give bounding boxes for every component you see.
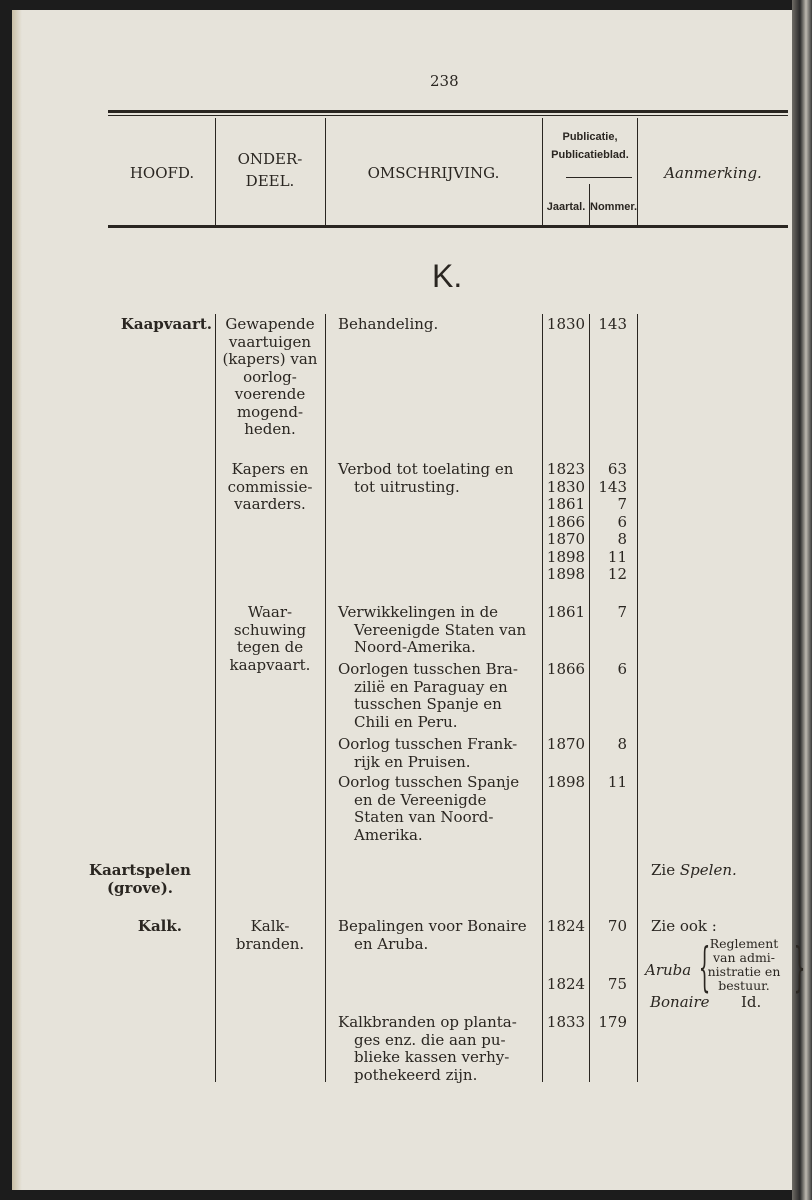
- header-jaartal: Jaartal.: [546, 201, 586, 213]
- omschrijving-line: Chili en Peru.: [354, 712, 458, 731]
- header-onderdeel-line-1: ONDER-: [237, 150, 303, 168]
- nummer-value: 8: [617, 530, 627, 548]
- header-omschrijving: OMSCHRIJVING.: [367, 164, 500, 182]
- onderdeel-line: mogend-: [236, 402, 304, 421]
- onderdeel-waarschuwing: [216, 604, 324, 674]
- reglement-line: van admi-: [712, 950, 776, 965]
- aanmerking-id: Id.: [741, 993, 762, 1011]
- onderdeel-kalkbranden: [216, 918, 324, 953]
- nummer-value: 11: [607, 547, 627, 566]
- nummer-behandeling: 143: [598, 315, 627, 333]
- jaartal-verwikkelingen: 1861: [546, 603, 586, 621]
- jaartal-value: 1823: [546, 460, 586, 478]
- jaartal-value: 1898: [546, 547, 586, 566]
- omschrijving-line: pothekeerd zijn.: [354, 1065, 478, 1084]
- body-divider-2: [325, 314, 326, 1082]
- omschrijving-verwikkelingen: [338, 604, 534, 657]
- body-divider-3: [542, 314, 543, 1082]
- omschrijving-line: Oorlog tusschen Frank-: [338, 735, 518, 753]
- jaartal-oorlog-spanje: 1898: [546, 773, 586, 791]
- omschrijving-line: Verbod tot toelating en: [338, 460, 514, 478]
- jaartal-oorlog-frankrijk: 1870: [546, 735, 586, 753]
- onderdeel-line: Kalk-: [250, 917, 290, 935]
- aanmerking-zie-ook: Zie ook :: [651, 917, 717, 935]
- nummer-oorlog-spanje: 11: [607, 773, 627, 791]
- onderdeel-line: schuwing: [233, 620, 307, 639]
- jaartal-value: 1898: [546, 565, 586, 583]
- jaartal-value: 1861: [546, 495, 586, 513]
- omschrijving-line: tusschen Spanje en: [354, 695, 502, 713]
- omschrijving-line: Noord-Amerika.: [354, 638, 476, 656]
- nummer-value: 12: [607, 565, 627, 583]
- omschrijving-line: rijk en Pruisen.: [354, 752, 471, 771]
- left-brace-icon: {: [698, 938, 711, 998]
- nummer-value: 63: [607, 460, 627, 478]
- omschrijving-line: tot uitrusting.: [354, 477, 460, 496]
- onderdeel-line: voerende: [234, 385, 306, 403]
- jaartal-bepalingen-1: 1824: [546, 917, 586, 935]
- omschrijving-line: Bepalingen voor Bonaire: [338, 917, 527, 935]
- onderdeel-line: Waar-: [247, 603, 293, 621]
- onderdeel-gewapende: [216, 316, 324, 439]
- header-nommer: Nommer.: [590, 201, 638, 213]
- hoofd-kaartspelen: [80, 862, 200, 897]
- header-top-rule-thin: [108, 115, 788, 116]
- omschrijving-behandeling: Behandeling.: [338, 315, 439, 333]
- header-onderdeel: [216, 148, 324, 192]
- nummer-value: 143: [598, 477, 627, 496]
- onderdeel-line: Kapers en: [231, 460, 309, 478]
- nummer-kalkbranden: 179: [598, 1013, 627, 1031]
- omschrijving-line: Verwikkelingen in de: [338, 603, 499, 621]
- page-spine-shadow: [12, 10, 22, 1190]
- onderdeel-kapers: [216, 461, 324, 514]
- onderdeel-line: kaapvaart.: [229, 655, 311, 674]
- jaartal-value: 1866: [546, 512, 586, 531]
- reglement-line: bestuur.: [718, 978, 770, 993]
- header-publicatie-line-2: Publicatieblad.: [551, 149, 629, 161]
- body-divider-4: [589, 314, 590, 1082]
- hoofd-kalk: Kalk.: [137, 917, 182, 935]
- header-top-rule: [108, 110, 788, 113]
- omschrijving-line: en de Vereenigde: [354, 790, 487, 809]
- header-onderdeel-line-2: DEEL.: [245, 172, 295, 190]
- right-brace-icon: }: [793, 938, 806, 998]
- onderdeel-line: Gewapende: [225, 315, 315, 333]
- nummer-verwikkelingen: 7: [617, 603, 627, 621]
- omschrijving-line: ges enz. die aan pu-: [354, 1030, 506, 1049]
- omschrijving-kalkbranden-plantages: [338, 1014, 534, 1084]
- aanmerking-prefix: Zie: [651, 861, 676, 879]
- nummers-verbod: [590, 461, 627, 584]
- omschrijving-line: Vereenigde Staten van: [354, 620, 527, 639]
- onderdeel-line: vaarders.: [234, 495, 306, 513]
- jaartallen-verbod: [543, 461, 589, 584]
- reglement-line: nistratie en: [707, 964, 781, 979]
- nummer-value: 6: [617, 512, 627, 531]
- omschrijving-line: Staten van Noord-: [354, 808, 494, 826]
- header-aanmerking: Aanmerking.: [664, 164, 762, 182]
- omschrijving-line: en Aruba.: [354, 934, 429, 953]
- hoofd-kaapvaart: Kaapvaart.: [120, 315, 212, 333]
- omschrijving-oorlog-spanje: [338, 774, 534, 844]
- aanmerking-kaartspelen: [651, 862, 786, 880]
- onderdeel-line: heden.: [244, 420, 296, 438]
- onderdeel-line: commissie-: [227, 477, 313, 496]
- hoofd-line: Kaartspelen: [89, 861, 191, 879]
- publicatie-rule: [566, 177, 632, 178]
- hoofd-line: (grove).: [106, 878, 174, 897]
- jaartal-kalkbranden: 1833: [546, 1013, 586, 1031]
- reglement-line: Reglement: [709, 936, 779, 951]
- omschrijving-line: Oorlog tusschen Spanje: [338, 773, 520, 791]
- aanmerking-aruba: Aruba: [645, 961, 692, 979]
- jaartal-value: 1830: [546, 477, 586, 496]
- omschrijving-line: Oorlogen tusschen Bra-: [338, 660, 518, 678]
- onderdeel-line: branden.: [235, 934, 305, 953]
- next-page-edge: [792, 0, 812, 1200]
- nummer-oorlog-frankrijk: 8: [617, 735, 627, 753]
- onderdeel-line: (kapers) van: [222, 350, 318, 368]
- aanmerking-reglement: [704, 937, 784, 993]
- omschrijving-verbod: [338, 461, 534, 496]
- nummer-value: 7: [617, 495, 627, 513]
- jaartal-oorlogen-brazilie: 1866: [546, 660, 586, 678]
- omschrijving-oorlogen-brazilie: [338, 661, 534, 731]
- omschrijving-line: Amerika.: [354, 825, 423, 844]
- jaartal-value: 1870: [546, 530, 586, 548]
- nummer-bepalingen-1: 70: [607, 917, 627, 935]
- section-letter: K.: [432, 258, 463, 294]
- omschrijving-line: zilië en Paraguay en: [354, 677, 508, 696]
- omschrijving-oorlog-frankrijk: [338, 736, 534, 771]
- aanmerking-reference: Spelen.: [679, 861, 737, 879]
- header-publicatie-line-1: Publicatie,: [562, 131, 618, 143]
- omschrijving-line: blieke kassen verhy-: [354, 1048, 510, 1066]
- omschrijving-bepalingen: [338, 918, 534, 953]
- jaartal-behandeling: 1830: [546, 315, 586, 333]
- header-hoofd: HOOFD.: [129, 164, 195, 182]
- body-divider-5: [637, 314, 638, 1082]
- aanmerking-bonaire: Bonaire: [650, 993, 710, 1011]
- jaartal-bepalingen-2: 1824: [546, 975, 586, 993]
- header-bottom-rule: [108, 225, 788, 228]
- onderdeel-line: vaartuigen: [228, 332, 312, 351]
- onderdeel-line: oorlog-: [243, 367, 297, 386]
- header-publicatie: [543, 128, 637, 164]
- onderdeel-line: tegen de: [236, 638, 304, 656]
- page-number: 238: [430, 72, 459, 90]
- nummer-bepalingen-2: 75: [607, 975, 627, 993]
- omschrijving-line: Kalkbranden op planta-: [338, 1013, 517, 1031]
- nummer-oorlogen-brazilie: 6: [617, 660, 627, 678]
